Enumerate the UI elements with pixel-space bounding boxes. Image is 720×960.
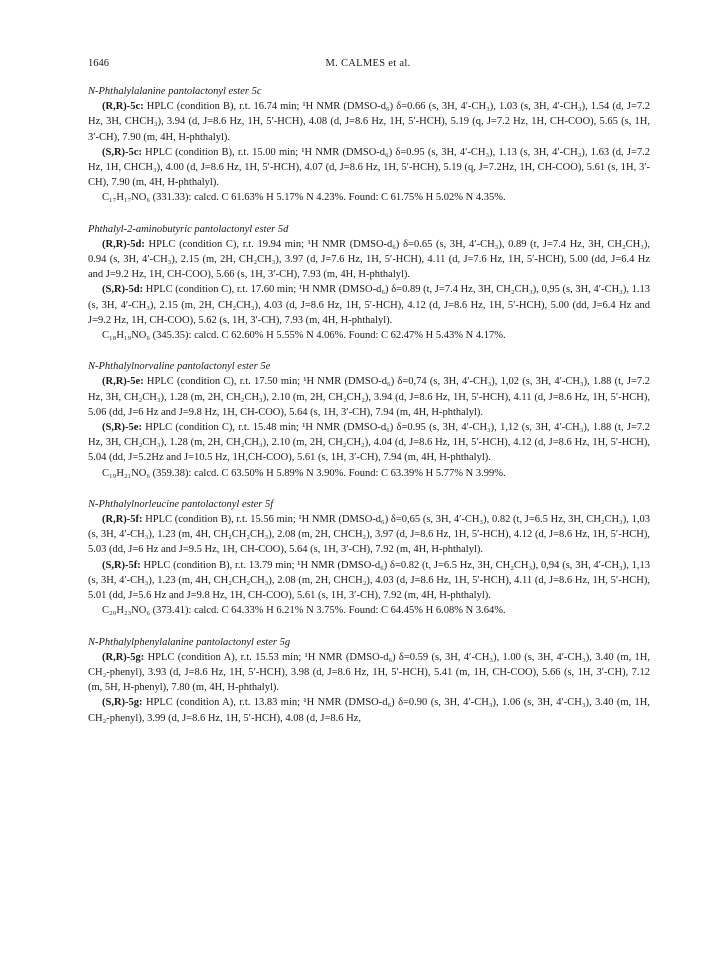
compound-section-5c (88, 84, 650, 206)
page-number: 1646 (88, 58, 109, 69)
section-title: N-Phthalylalanine pantolactonyl ester 5c (88, 86, 262, 97)
nmr-entry (88, 237, 650, 283)
nmr-entry (88, 282, 650, 328)
stereoisomer-label: (R,R)-5g: (102, 651, 145, 663)
elemental-analysis: C₁₇H₁₇NO₆ (331.33): calcd. C 61.63% H 5.17% N 4.23%. Found: C 61.75% H 5.02% N 4.35%. (102, 192, 506, 204)
entry-text: HPLC (condition C), r.t. 19.94 min; ¹H NMR (DMSO-d₆) δ=0.65 (s, 3H, 4′-CH₃), 0.89 (t, J=7.4 Hz, 3H, CH₂CH₃), 0.94 (s, 3H, 4′-CH₃), 2.15 (m, 2H, CH₂CH₃), 3.97 (d, J=7.6 Hz, 1H, 5′-HCH), 4.11 (d, J=7.6 Hz, 1H, 5′-HCH), 5.00 (dd, J=6.4 Hz and J=9.2 Hz, 1H, CH-COO), 5.66 (s, 1H, 3′-CH), 7.93 (m, 4H, H-phthalyl). (88, 238, 650, 281)
page-header (88, 56, 648, 72)
nmr-entry (88, 420, 650, 466)
stereoisomer-label: (R,R)-5d: (102, 238, 145, 250)
entry-text: HPLC (condition B), r.t. 13.79 min; ¹H NMR (DMSO-d₆) δ=0.82 (t, J=6.5 Hz, 3H, CH₂CH₃), 0,94 (s, 3H, 4′-CH₃), 1,13 (s, 3H, 4′-CH₃), 1.23 (m, 4H, CH₂CH₂CH₃), 2.08 (m, 2H, CHCH₂), 4.03 (d, J=8.6 Hz, 1H, 5′-HCH), 4.11 (d, J=8.6 Hz, 1H, 5′-HCH), 5.01 (dd, J=5.6 Hz and J=9.8 Hz, 1H, CH-COO), 5.61 (s, 1H, 3′-CH), 7.92 (m, 4H, H-phthalyl). (88, 559, 650, 602)
compound-section-5g (88, 635, 650, 726)
compound-section-5e (88, 359, 650, 481)
section-title: Phthalyl-2-aminobutyric pantolactonyl ester 5d (88, 223, 289, 235)
entry-text: HPLC (condition B), r.t. 15.56 min; ¹H NMR (DMSO-d₆) δ=0,65 (s, 3H, 4′-CH₃), 0.82 (t, J=6.5 Hz, 3H, CH₂CH₃), 1,03 (s, 3H, 4′-CH₃), 1.23 (m, 4H, CH₂CH₂CH₃), 2.08 (m, 2H, CHCH₂), 3.97 (d, J=8.6 Hz, 1H, 5′-HCH), 4.12 (d, J=8.6 Hz, 1H, 5′-HCH), 5.03 (dd, J=6 Hz and J=9.5 Hz, 1H, CH-COO), 5.64 (s, 1H, 3′-CH), 7.92 (m, 4H, H-phthalyl). (88, 514, 650, 556)
entry-text: HPLC (condition A), r.t. 15.53 min; ¹H NMR (DMSO-d₆) δ=0.59 (s, 3H, 4′-CH₃), 1.00 (s, 3H, 4′-CH₃), 3.40 (m, 1H, CH₂-phenyl), 3.93 (d, J=8.6 Hz, 1H, 5′-HCH), 3.98 (d, J=8.6 Hz, 1H, 5′-HCH), 5.41 (m, 1H, CH-COO), 5.66 (s, 1H, 3′-CH), 7.12 (m, 5H, H-phenyl), 7.80 (m, 4H, H-phthalyl). (88, 651, 650, 694)
nmr-entry (88, 558, 650, 604)
compound-section-5f (88, 497, 650, 619)
entry-text: HPLC (condition C), r.t. 17.50 min; ¹H NMR (DMSO-d₆) δ=0,74 (s, 3H, 4′-CH₃), 1,02 (s, 3H, 4′-CH₃), 1.88 (t, J=7.2 Hz, 3H, CH₂CH₃), 1.28 (m, 2H, CH₂CH₃), 2.10 (m, 2H, CH₂CH₂), 3.94 (d, J=8.6 Hz, 1H, 5′-HCH), 4.11 (d, J=8.6 Hz, 1H, 5′-HCH), 5.06 (dd, J=6 Hz and J=9.8 Hz, 1H, CH-COO), 5.64 (s, 1H, 3′-CH), 7.94 (m, 4H, H-phthalyl). (88, 376, 650, 418)
elemental-analysis: C₂₀H₂₃NO₆ (373.41): calcd. C 64.33% H 6.21% N 3.75%. Found: C 64.45% H 6.08% N 3.64%. (102, 605, 506, 617)
stereoisomer-label: (S,R)-5f: (102, 559, 141, 571)
elemental-analysis: C₁₈H₁₉NO₆ (345.35): calcd. C 62.60% H 5.55% N 4.06%. Found: C 62.47% H 5.43% N 4.17%. (102, 330, 506, 342)
stereoisomer-label: (R,R)-5c: (102, 101, 144, 113)
stereoisomer-label: (S,R)-5g: (102, 697, 143, 709)
section-title: N-Phthalylphenylalanine pantolactonyl ester 5g (88, 636, 291, 648)
nmr-entry (88, 374, 650, 420)
compound-section-5d (88, 222, 650, 344)
section-title: N-Phthalylnorvaline pantolactonyl ester 5e (88, 361, 271, 373)
nmr-entry (88, 512, 650, 558)
running-head: M. CALMES et al. (325, 58, 411, 69)
stereoisomer-label: (R,R)-5e: (102, 376, 144, 388)
stereoisomer-label: (S,R)-5d: (102, 284, 144, 296)
nmr-entry (88, 695, 650, 725)
entry-text: HPLC (condition B), r.t. 16.74 min; ¹H NMR (DMSO-d₆) δ=0.66 (s, 3H, 4′-CH₃), 1.03 (s, 3H, 4′-CH₃), 1.54 (d, J=7.2 Hz, 3H, CHCH₃), 3.94 (d, J=8.6 Hz, 1H, 5′-HCH), 4.08 (d, J=8.6 Hz, 1H, 5′-HCH), 5.19 (q, J=7.2 Hz, 1H, CH-COO), 5.65 (s, 1H, 3′-CH), 7.90 (m, 4H, H-phthalyl). (88, 101, 650, 143)
elemental-analysis: C₁₉H₂₁NO₆ (359.38): calcd. C 63.50% H 5.89% N 3.90%. Found: C 63.39% H 5.77% N 3.99%. (102, 467, 506, 479)
stereoisomer-label: (R,R)-5f: (102, 514, 143, 526)
entry-text: HPLC (condition B), r.t. 15.00 min; ¹H NMR (DMSO-d₆) δ=0.95 (s, 3H, 4′-CH₃), 1.13 (s, 3H, 4′-CH₃), 1.63 (d, J=7.2 Hz, 1H, CHCH₃), 4.00 (d, J=8.6 Hz, 1H, 5′-HCH), 4.07 (d, J=8.6 Hz, 1H, 5′-HCH), 5.19 (q, J=7.2Hz, 1H, CH-COO), 5.61 (s, 1H, 3′-CH), 7.90 (m, 4H, H-phthalyl). (88, 146, 650, 189)
nmr-entry (88, 99, 650, 145)
stereoisomer-label: (S,R)-5c: (102, 146, 142, 158)
nmr-entry (88, 145, 650, 191)
section-title: N-Phthalylnorleucine pantolactonyl ester 5f (88, 498, 274, 510)
nmr-entry (88, 650, 650, 696)
entry-text: HPLC (condition A), r.t. 13.83 min; ¹H NMR (DMSO-d₆) δ=0.90 (s, 3H, 4′-CH₃), 1.06 (s, 3H, 4′-CH₃), 3.40 (m, 1H, CH₂-phenyl), 3.99 (d, J=8.6 Hz, 1H, 5′-HCH), 4.08 (d, J=8.6 Hz, (88, 697, 650, 724)
entry-text: HPLC (condition C), r.t. 17.60 min; ¹H NMR (DMSO-d₆) δ=0.89 (t, J=7.4 Hz, 3H, CH₂CH₃), 0,95 (s, 3H, 4′-CH₃), 1.13 (s, 3H, 4′-CH₃), 2.15 (m, 2H, CH₂CH₃), 4.03 (d, J=8.6 Hz, 1H, 5′-HCH), 4.12 (d, J=8.6 Hz, 1H, 5′-HCH), 5.00 (dd, J=6.4 Hz and J=9.2 Hz, 1H, CH-COO), 5.62 (s, 1H, 3′-CH), 7.93 (m, 4H, H-phthalyl). (88, 284, 650, 326)
entry-text: HPLC (condition C), r.t. 15.48 min; ¹H NMR (DMSO-d₆) δ=0.95 (s, 3H, 4′-CH₃), 1,12 (s, 3H, 4′-CH₃), 1.88 (t, J=7.2 Hz, 3H, CH₂CH₃), 1.28 (m, 2H, CH₂CH₃), 2.10 (m, 2H, CH₂CH₂), 4.04 (d, J=8.6 Hz, 1H, 5′-HCH), 4.12 (d, J=8.6 Hz, 1H, 5′-HCH), 5.04 (dd, J=5.2Hz and J=10.5 Hz, 1H,CH-COO), 5.61 (s, 1H, 3′-CH), 7.94 (m, 4H, H-phthalyl). (88, 422, 650, 464)
stereoisomer-label: (S,R)-5e: (102, 422, 142, 434)
experimental-section (88, 84, 650, 742)
